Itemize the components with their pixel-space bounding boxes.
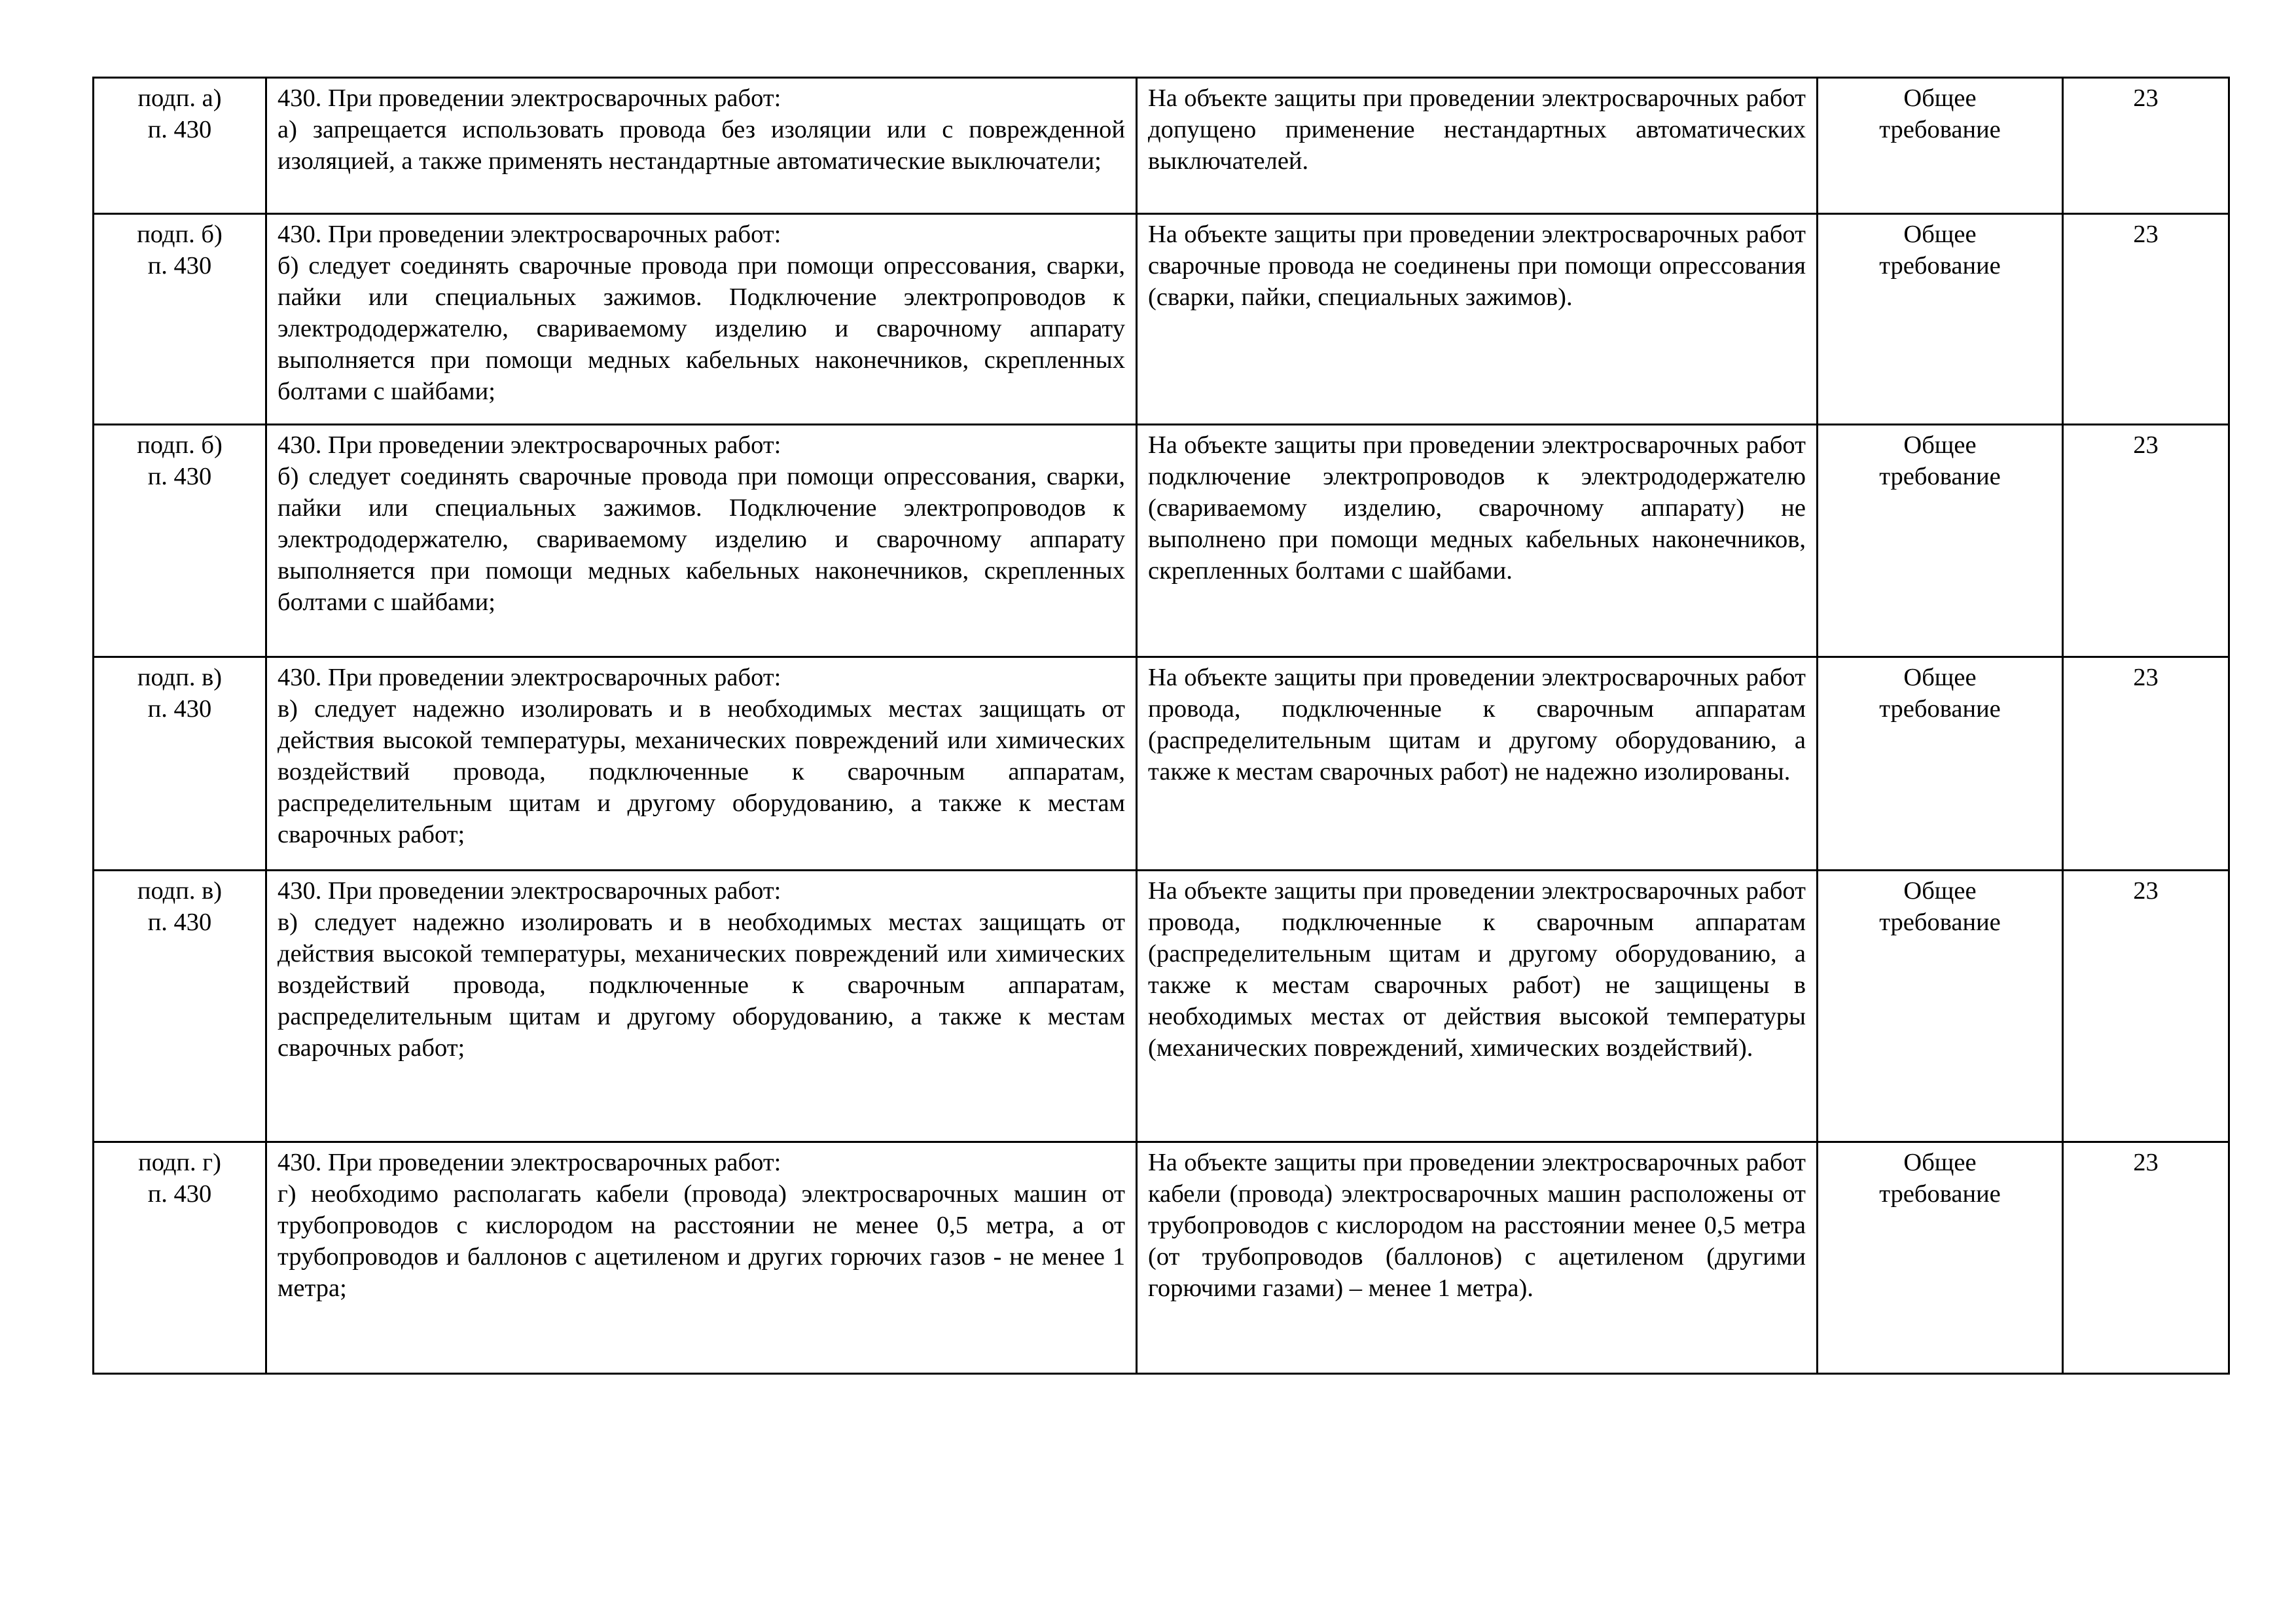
- violation-text: На объекте защиты при проведении электросварочных работ сварочные провода не соединены при помощи опрессования (сварки, пайки, специальных зажимов).: [1148, 221, 1806, 311]
- requirement-body: г) необходимо располагать кабели (провода) электросварочных машин от трубопроводов с кислородом на расстоянии не менее 0,5 метра, а от трубопроводов и баллонов с ацетиленом и других горючих газов - не менее 1 метра;: [278, 1180, 1125, 1302]
- requirement-type-line1: Общее: [1903, 1149, 1977, 1176]
- requirement-type-line2: требование: [1879, 252, 2001, 280]
- requirement-type-line2: требование: [1879, 909, 2001, 936]
- subclause-ref: подп. в): [137, 877, 223, 905]
- requirement-type-line2: требование: [1879, 695, 2001, 723]
- table-row: [94, 1142, 2229, 1374]
- requirement-body: а) запрещается использовать провода без изоляции или с поврежденной изоляцией, а также применять нестандартные автоматические выключатели;: [278, 116, 1125, 175]
- number-cell: [2063, 1142, 2229, 1374]
- requirement-type-line1: Общее: [1903, 221, 1977, 248]
- violation-cell: [1137, 78, 1818, 214]
- row-number: 23: [2133, 431, 2159, 459]
- requirement-text-cell: [266, 1142, 1137, 1374]
- clause-ref: п. 430: [147, 116, 212, 143]
- row-number: 23: [2133, 84, 2159, 112]
- requirement-type-line1: Общее: [1903, 877, 1977, 905]
- requirement-body: в) следует надежно изолировать и в необходимых местах защищать от действия высокой температуры, механических повреждений или химических воздействий провода, подключенные к сварочным аппаратам, распределительным щитам и другому оборудованию, а также к местам сварочных работ;: [278, 909, 1125, 1062]
- row-number: 23: [2133, 664, 2159, 691]
- clause-reference-cell: [94, 78, 266, 214]
- requirement-text-cell: [266, 214, 1137, 425]
- requirement-type-cell: [1818, 425, 2063, 657]
- number-cell: [2063, 657, 2229, 871]
- requirement-heading: 430. При проведении электросварочных работ:: [278, 221, 781, 248]
- requirement-type-line2: требование: [1879, 463, 2001, 490]
- requirement-type-line2: требование: [1879, 116, 2001, 143]
- requirement-type-cell: [1818, 214, 2063, 425]
- subclause-ref: подп. г): [138, 1149, 221, 1176]
- table-row: [94, 78, 2229, 214]
- clause-ref: п. 430: [147, 1180, 212, 1208]
- requirement-heading: 430. При проведении электросварочных работ:: [278, 877, 781, 905]
- requirement-type-cell: [1818, 657, 2063, 871]
- subclause-ref: подп. б): [137, 431, 223, 459]
- violation-cell: [1137, 871, 1818, 1142]
- requirement-body: б) следует соединять сварочные провода при помощи опрессования, сварки, пайки или специальных зажимов. Подключение электропроводов к электрододержателю, свариваемому изделию и сварочному аппарату выполняется при помощи медных кабельных наконечников, скрепленных болтами с шайбами;: [278, 463, 1125, 616]
- clause-reference-cell: [94, 425, 266, 657]
- requirement-type-cell: [1818, 78, 2063, 214]
- requirements-table: [92, 77, 2230, 1375]
- number-cell: [2063, 425, 2229, 657]
- requirement-type-line1: Общее: [1903, 84, 1977, 112]
- requirement-type-cell: [1818, 871, 2063, 1142]
- clause-reference-cell: [94, 214, 266, 425]
- clause-ref: п. 430: [147, 695, 212, 723]
- requirement-body: б) следует соединять сварочные провода при помощи опрессования, сварки, пайки или специальных зажимов. Подключение электропроводов к электрододержателю, свариваемому изделию и сварочному аппарату выполняется при помощи медных кабельных наконечников, скрепленных болтами с шайбами;: [278, 252, 1125, 405]
- requirement-text-cell: [266, 78, 1137, 214]
- clause-reference-cell: [94, 871, 266, 1142]
- requirement-type-line1: Общее: [1903, 431, 1977, 459]
- requirement-heading: 430. При проведении электросварочных работ:: [278, 431, 781, 459]
- subclause-ref: подп. а): [137, 84, 222, 112]
- requirement-heading: 430. При проведении электросварочных работ:: [278, 84, 781, 112]
- violation-cell: [1137, 214, 1818, 425]
- clause-ref: п. 430: [147, 252, 212, 280]
- violation-cell: [1137, 425, 1818, 657]
- clause-reference-cell: [94, 1142, 266, 1374]
- table-row: [94, 214, 2229, 425]
- clause-ref: п. 430: [147, 909, 212, 936]
- number-cell: [2063, 78, 2229, 214]
- requirement-text-cell: [266, 871, 1137, 1142]
- clause-reference-cell: [94, 657, 266, 871]
- violation-text: На объекте защиты при проведении электросварочных работ провода, подключенные к сварочным аппаратам (распределительным щитам и другому оборудованию, а также к местам сварочных работ) не защищены в необходимых местах от действия высокой температуры (механических повреждений, химических воздействий).: [1148, 877, 1806, 1062]
- table-row: [94, 657, 2229, 871]
- row-number: 23: [2133, 221, 2159, 248]
- violation-text: На объекте защиты при проведении электросварочных работ кабели (провода) электросварочных машин расположены от трубопроводов с кислородом на расстоянии менее 0,5 метра (от трубопроводов (баллонов) с ацетиленом (другими горючими газами) – менее 1 метра).: [1148, 1149, 1806, 1302]
- row-number: 23: [2133, 877, 2159, 905]
- violation-cell: [1137, 1142, 1818, 1374]
- requirement-text-cell: [266, 425, 1137, 657]
- violation-text: На объекте защиты при проведении электросварочных работ провода, подключенные к сварочным аппаратам (распределительным щитам и другому оборудованию, а также к местам сварочных работ) не надежно изолированы.: [1148, 664, 1806, 785]
- requirement-type-cell: [1818, 1142, 2063, 1374]
- clause-ref: п. 430: [147, 463, 212, 490]
- table-row: [94, 425, 2229, 657]
- requirement-type-line2: требование: [1879, 1180, 2001, 1208]
- violation-text: На объекте защиты при проведении электросварочных работ подключение электропроводов к электрододержателю (свариваемому изделию, сварочному аппарату) не выполнено при помощи медных кабельных наконечников, скрепленных болтами с шайбами.: [1148, 431, 1806, 585]
- subclause-ref: подп. б): [137, 221, 223, 248]
- number-cell: [2063, 214, 2229, 425]
- table-row: [94, 871, 2229, 1142]
- row-number: 23: [2133, 1149, 2159, 1176]
- subclause-ref: подп. в): [137, 664, 223, 691]
- requirement-body: в) следует надежно изолировать и в необходимых местах защищать от действия высокой температуры, механических повреждений или химических воздействий провода, подключенные к сварочным аппаратам, распределительным щитам и другому оборудованию, а также к местам сварочных работ;: [278, 695, 1125, 848]
- violation-text: На объекте защиты при проведении электросварочных работ допущено применение нестандартных автоматических выключателей.: [1148, 84, 1806, 175]
- number-cell: [2063, 871, 2229, 1142]
- violation-cell: [1137, 657, 1818, 871]
- requirement-heading: 430. При проведении электросварочных работ:: [278, 1149, 781, 1176]
- requirement-text-cell: [266, 657, 1137, 871]
- requirement-heading: 430. При проведении электросварочных работ:: [278, 664, 781, 691]
- requirement-type-line1: Общее: [1903, 664, 1977, 691]
